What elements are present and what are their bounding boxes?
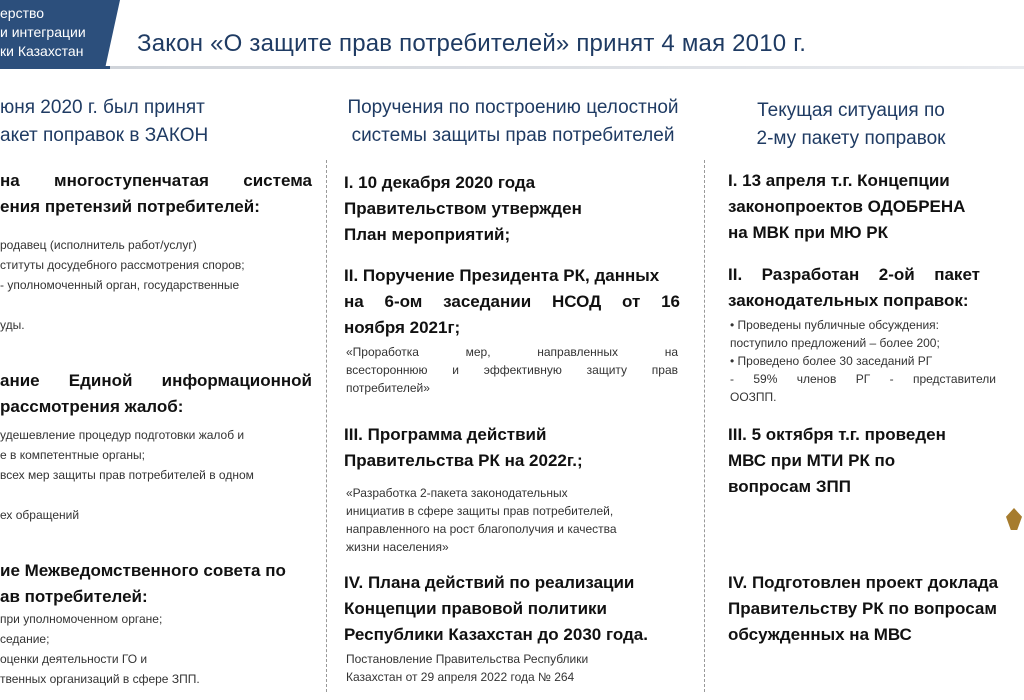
col2-item-2-quote: [346, 343, 678, 397]
ministry-name-line: и интеграции: [0, 24, 86, 40]
col3-item-2-list: [730, 316, 996, 406]
col2-item-4: [344, 570, 684, 648]
note-line: Постановление Правительства Республики: [346, 652, 589, 666]
item-line: III. Программа действий: [344, 425, 547, 444]
col1-section-2: [0, 368, 312, 420]
item-line: План мероприятий;: [344, 225, 511, 244]
list-item: - 59% членов РГ - представители: [730, 372, 996, 386]
section-title: на многоступенчатая система: [0, 171, 312, 190]
list-item: удешевление процедур подготовки жалоб и: [0, 428, 245, 442]
list-item: седание;: [0, 632, 50, 646]
item-line: Правительству РК по вопросам: [728, 599, 997, 618]
col2-item-1: [344, 170, 680, 248]
item-line: II. Поручение Президента РК, данных: [344, 266, 660, 285]
list-item: • Проведены публичные обсуждения:: [730, 318, 940, 332]
ministry-name: [0, 4, 86, 61]
list-item: • Проведено более 30 заседаний РГ: [730, 354, 933, 368]
ministry-name-line: ки Казахстан: [0, 43, 84, 59]
section-title: ав потребителей:: [0, 587, 148, 606]
item-line: Правительством утвержден: [344, 199, 582, 218]
list-item: ех обращений: [0, 508, 80, 522]
list-item: оценки деятельности ГО и: [0, 652, 148, 666]
item-line: II. Разработан 2-ой пакет: [728, 265, 980, 284]
list-item: при уполномоченном органе;: [0, 612, 163, 626]
col2-item-3-quote: [346, 484, 682, 556]
item-line: на МВК при МЮ РК: [728, 223, 888, 242]
item-line: вопросам ЗПП: [728, 477, 851, 496]
col2-item-2: [344, 263, 680, 341]
quote-line: инициатив в сфере защиты прав потребителей,: [346, 504, 614, 518]
heading-line: юня 2020 г. был принят: [0, 97, 205, 118]
item-line: Республики Казахстан до 2030 года.: [344, 625, 648, 644]
list-item: - уполномоченный орган, государственные: [0, 278, 240, 292]
col2-item-4-note: [346, 650, 682, 686]
col1-heading: [0, 94, 250, 150]
col3-heading: [722, 97, 980, 153]
col1-section-3-items: [0, 610, 312, 688]
section-title: ание Единой информационной: [0, 371, 312, 390]
item-line: законопроектов ОДОБРЕНА: [728, 197, 966, 216]
quote-line: потребителей»: [346, 381, 430, 395]
item-line: Концепции правовой политики: [344, 599, 607, 618]
quote-line: жизни населения»: [346, 540, 449, 554]
item-line: III. 5 октября т.г. проведен: [728, 425, 946, 444]
list-item: ООЗПП.: [730, 390, 777, 404]
list-item: твенных организаций в сфере ЗПП.: [0, 672, 200, 686]
heading-line: Текущая ситуация по: [757, 100, 945, 121]
section-title: ения претензий потребителей:: [0, 197, 260, 216]
item-line: ноября 2021г;: [344, 318, 461, 337]
col1-section-2-items: [0, 426, 312, 524]
col2-item-3: [344, 422, 680, 474]
item-line: IV. Плана действий по реализации: [344, 573, 635, 592]
title-underline: [0, 66, 1024, 69]
quote-line: «Проработка мер, направленных на: [346, 345, 678, 359]
ministry-name-line: ерство: [0, 5, 45, 21]
col1-section-3: [0, 558, 312, 610]
list-item: е в компетентные органы;: [0, 448, 145, 462]
item-line: законодательных поправок:: [728, 291, 969, 310]
quote-line: «Разработка 2-пакета законодательных: [346, 486, 568, 500]
item-line: I. 13 апреля т.г. Концепции: [728, 171, 950, 190]
col1-section-1-items: [0, 236, 312, 334]
heading-line: акет поправок в ЗАКОН: [0, 125, 209, 146]
note-line: Казахстан от 29 апреля 2022 года № 264: [346, 670, 575, 684]
item-line: на 6-ом заседании НСОД от 16: [344, 292, 680, 311]
col3-item-1: [728, 168, 1004, 246]
heading-line: Поручения по построению целостной: [347, 97, 679, 118]
emblem-fragment: [1006, 508, 1022, 530]
item-line: МВС при МТИ РК по: [728, 451, 896, 470]
item-line: IV. Подготовлен проект доклада: [728, 573, 999, 592]
col3-item-3: [728, 422, 1004, 500]
col2-heading: [316, 94, 710, 150]
section-title: рассмотрения жалоб:: [0, 397, 184, 416]
col3-item-4: [728, 570, 1020, 648]
column-divider: [326, 160, 327, 692]
list-item: ституты досудебного рассмотрения споров;: [0, 258, 245, 272]
item-line: Правительства РК на 2022г.;: [344, 451, 583, 470]
list-item: родавец (исполнитель работ/услуг): [0, 238, 197, 252]
section-title: ие Межведомственного совета по: [0, 561, 286, 580]
item-line: I. 10 декабря 2020 года: [344, 173, 536, 192]
slide-title: Закон «О защите прав потребителей» принят 4 мая 2010 г.: [137, 30, 807, 57]
col1-section-1: [0, 168, 312, 220]
col3-item-2: [728, 262, 980, 314]
list-item: поступило предложений – более 200;: [730, 336, 940, 350]
quote-line: всестороннюю и эффективную защиту прав: [346, 363, 678, 377]
item-line: обсужденных на МВС: [728, 625, 912, 644]
list-item: уды.: [0, 318, 25, 332]
heading-line: системы защиты прав потребителей: [351, 125, 675, 146]
quote-line: направленного на рост благополучия и качества: [346, 522, 617, 536]
list-item: всех мер защиты прав потребителей в одном: [0, 468, 254, 482]
column-divider: [704, 160, 705, 692]
heading-line: 2-му пакету поправок: [756, 128, 946, 149]
